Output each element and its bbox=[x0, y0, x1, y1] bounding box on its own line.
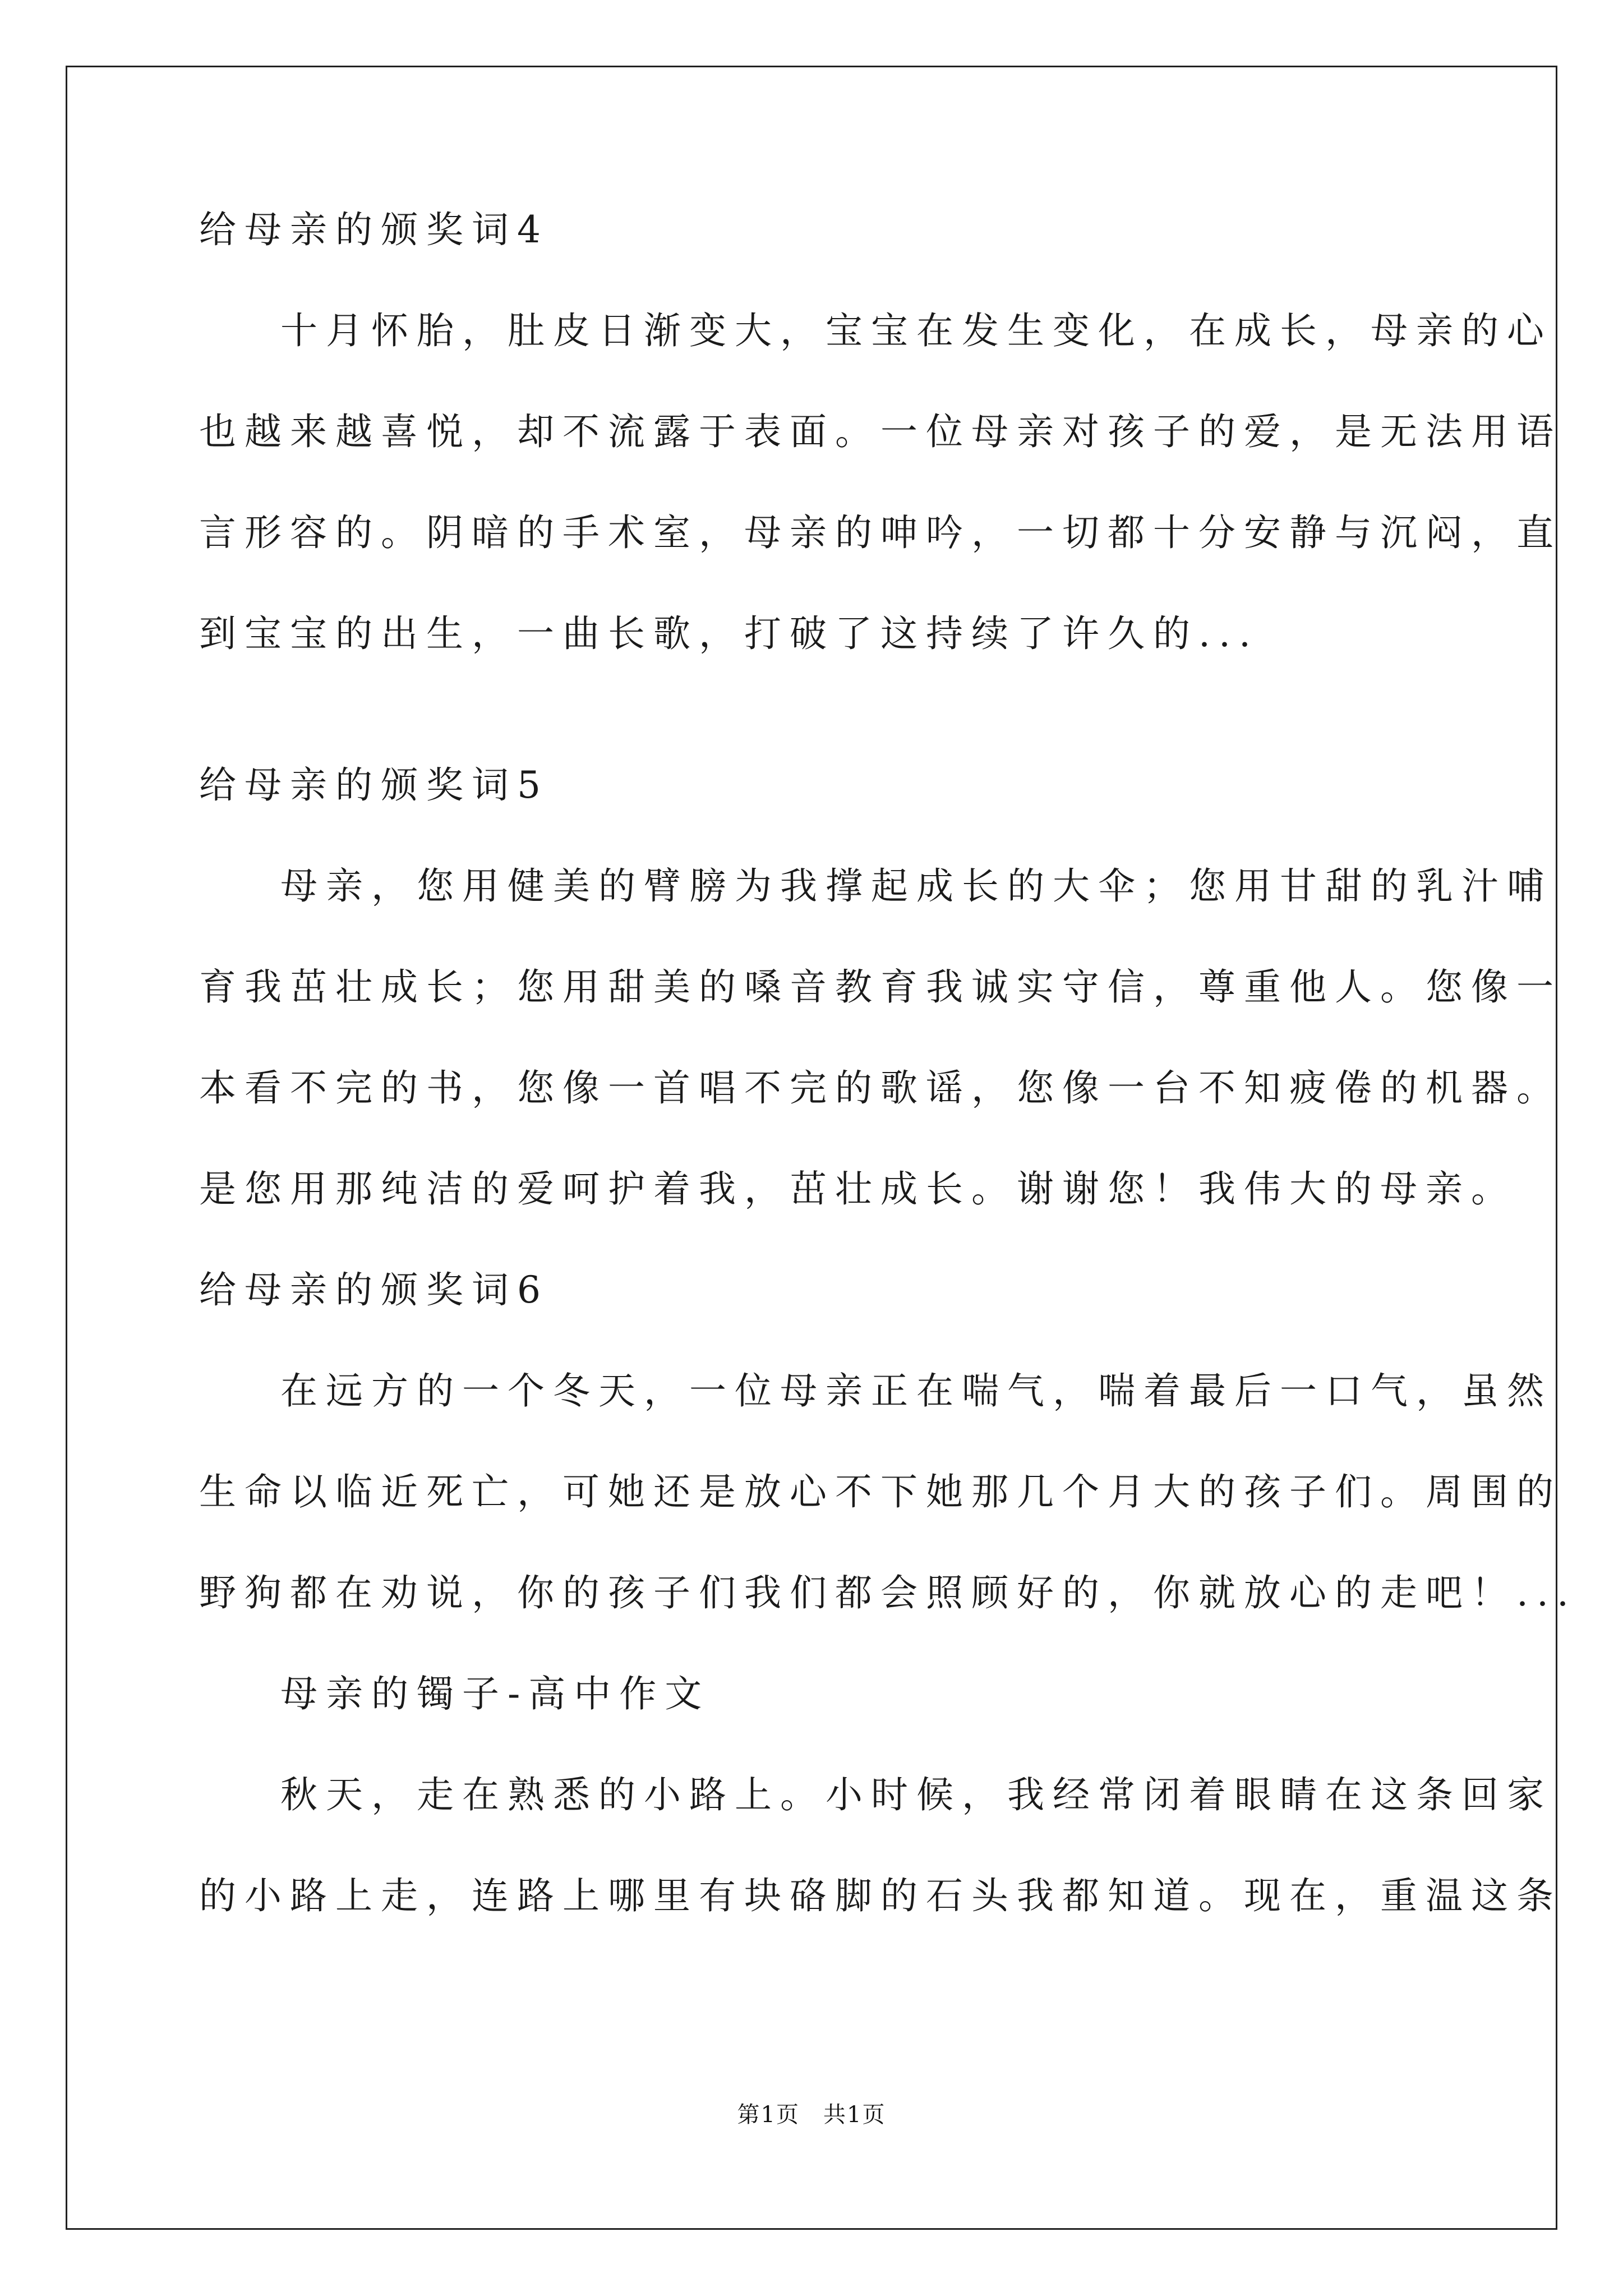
section-heading-4: 给母亲的颁奖词4 bbox=[199, 208, 549, 251]
paragraph-line: 秋天，走在熟悉的小路上。小时候，我经常闭着眼睛在这条回家 bbox=[280, 1773, 1552, 1816]
paragraph-line: 到宝宝的出生，一曲长歌，打破了这持续了许久的... bbox=[199, 612, 1259, 655]
essay-title: 母亲的镯子-高中作文 bbox=[280, 1672, 711, 1715]
paragraph-line: 本看不完的书，您像一首唱不完的歌谣，您像一台不知疲倦的机器。 bbox=[199, 1066, 1562, 1110]
paragraph-line: 也越来越喜悦，却不流露于表面。一位母亲对孩子的爱，是无法用语 bbox=[199, 410, 1562, 453]
paragraph-line: 育我茁壮成长；您用甜美的嗓音教育我诚实守信，尊重他人。您像一 bbox=[199, 965, 1562, 1009]
section-heading-6: 给母亲的颁奖词6 bbox=[199, 1268, 549, 1312]
paragraph-line: 生命以临近死亡，可她还是放心不下她那几个月大的孩子们。周围的 bbox=[199, 1470, 1562, 1513]
paragraph-line: 在远方的一个冬天，一位母亲正在喘气，喘着最后一口气，虽然 bbox=[280, 1369, 1552, 1412]
paragraph-line: 母亲，您用健美的臂膀为我撑起成长的大伞；您用甘甜的乳汁哺 bbox=[280, 864, 1552, 908]
paragraph-line: 野狗都在劝说，你的孩子们我们都会照顾好的，你就放心的走吧！... bbox=[199, 1571, 1577, 1614]
paragraph-line: 的小路上走，连路上哪里有块硌脚的石头我都知道。现在，重温这条 bbox=[199, 1874, 1562, 1917]
paragraph-line: 言形容的。阴暗的手术室，母亲的呻吟，一切都十分安静与沉闷，直 bbox=[199, 511, 1562, 554]
page-footer: 第1页 共1页 bbox=[737, 2102, 886, 2128]
paragraph-line: 是您用那纯洁的爱呵护着我，茁壮成长。谢谢您！我伟大的母亲。 bbox=[199, 1167, 1516, 1211]
section-heading-5: 给母亲的颁奖词5 bbox=[199, 763, 549, 807]
paragraph-line: 十月怀胎，肚皮日渐变大，宝宝在发生变化，在成长，母亲的心 bbox=[280, 309, 1552, 352]
